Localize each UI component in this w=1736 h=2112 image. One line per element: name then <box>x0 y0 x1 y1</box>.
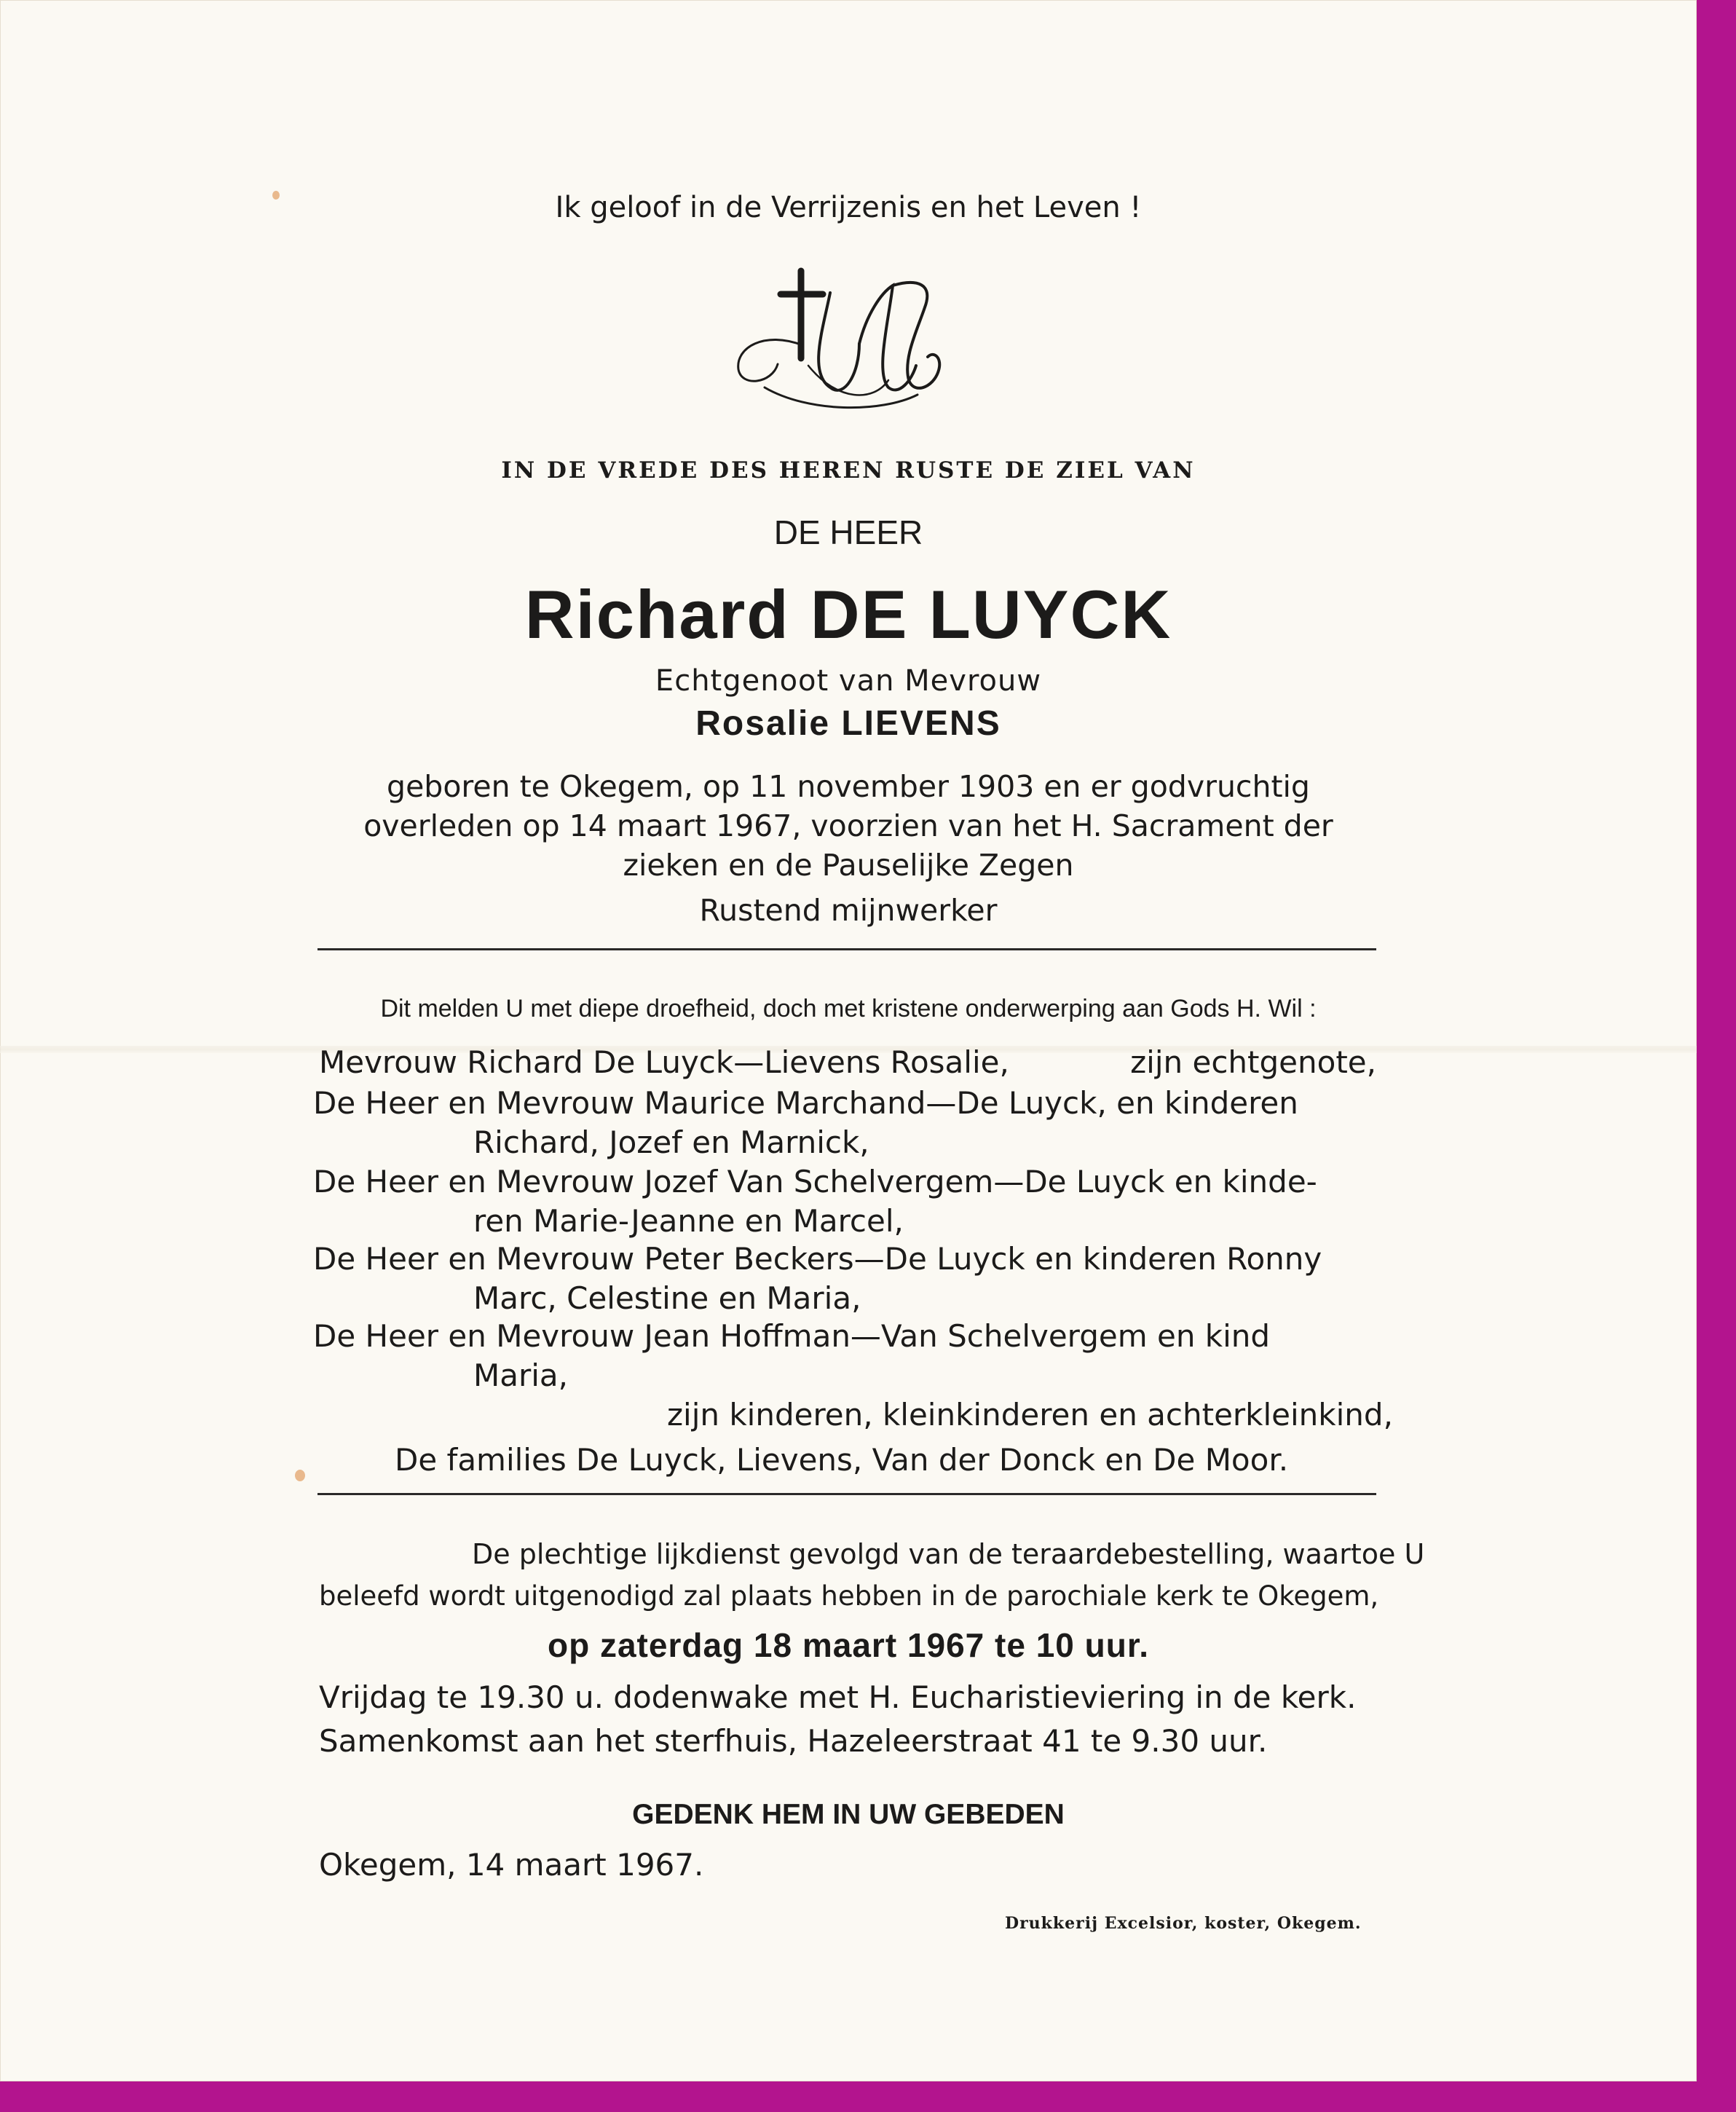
bio-line: geboren te Okegem, op 11 november 1903 en er godvruchtig <box>387 769 1310 804</box>
divider <box>317 948 1376 950</box>
title: DE HEER <box>773 513 923 551</box>
heading: IN DE VREDE DES HEREN RUSTE DE ZIEL VAN <box>501 457 1196 484</box>
mourner-line: De Heer en Mevrouw Maurice Marchand—De Luyck, en kinderen <box>313 1085 1298 1121</box>
spouse-name: Rosalie LIEVENS <box>695 704 1001 743</box>
mourner-line: De Heer en Mevrouw Jozef Van Schelvergem—De Luyck en kinde- <box>313 1164 1317 1199</box>
service-line: De plechtige lijkdienst gevolgd van de teraardebestelling, waartoe U <box>472 1538 1425 1570</box>
deceased-name: Richard DE LUYCK <box>524 576 1172 653</box>
place-date: Okegem, 14 maart 1967. <box>319 1847 704 1883</box>
prayer: GEDENK HEM IN UW GEBEDEN <box>632 1799 1065 1830</box>
mourner-row <box>313 1044 1376 1084</box>
mourner-line: zijn kinderen, kleinkinderen en achterkleinkind, <box>667 1397 1393 1433</box>
mourner-line: De Heer en Mevrouw Jean Hoffman—Van Schelvergem en kind <box>313 1318 1271 1354</box>
mourner-line: De Heer en Mevrouw Peter Beckers—De Luyck en kinderen Ronny <box>313 1241 1322 1277</box>
cross-monogram-icon <box>721 264 954 420</box>
divider <box>317 1493 1376 1495</box>
mourner-line: Richard, Jozef en Marnick, <box>473 1124 869 1160</box>
vigil: Vrijdag te 19.30 u. dodenwake met H. Eucharistieviering in de kerk. <box>319 1679 1357 1715</box>
bio-line: zieken en de Pauselijke Zegen <box>623 848 1074 883</box>
gathering: Samenkomst aan het sterfhuis, Hazeleerstraat 41 te 9.30 uur. <box>319 1723 1268 1759</box>
occupation: Rustend mijnwerker <box>699 893 998 928</box>
bio-line: overleden op 14 maart 1967, voorzien van het H. Sacrament der <box>363 808 1333 843</box>
announcement: Dit melden U met diepe droefheid, doch met kristene onderwerping aan Gods H. Wil : <box>380 995 1317 1022</box>
spouse-line: Echtgenoot van Mevrouw <box>655 664 1042 698</box>
mourner-line: De families De Luyck, Lievens, Van der Donck en De Moor. <box>395 1442 1289 1478</box>
motto: Ik geloof in de Verrijzenis en het Leven ! <box>555 191 1142 224</box>
mourner-line: Maria, <box>473 1358 568 1393</box>
service-date: op zaterdag 18 maart 1967 te 10 uur. <box>547 1626 1150 1664</box>
paper-stain <box>295 1470 305 1481</box>
printer-credit: Drukkerij Excelsior, koster, Okegem. <box>1005 1914 1362 1933</box>
mourner-role: zijn echtgenote, <box>1130 1044 1376 1080</box>
mourner-line: ren Marie-Jeanne en Marcel, <box>473 1203 904 1239</box>
mourner-line: Marc, Celestine en Maria, <box>473 1280 861 1316</box>
mourner-line: Mevrouw Richard De Luyck—Lievens Rosalie, <box>319 1044 1009 1080</box>
service-line: beleefd wordt uitgenodigd zal plaats hebben in de parochiale kerk te Okegem, <box>319 1580 1379 1612</box>
